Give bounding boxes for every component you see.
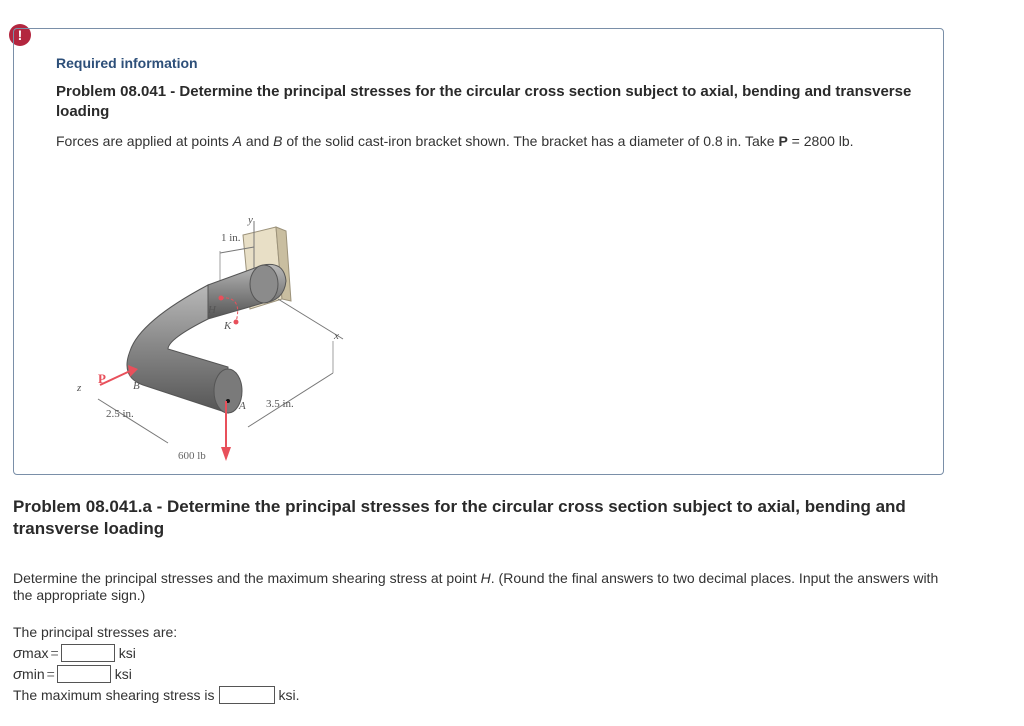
desc-text: Forces are applied at points bbox=[56, 133, 233, 149]
equals-sign: = bbox=[46, 666, 55, 682]
sigma-max-row bbox=[13, 644, 136, 662]
part-a-title: Problem 08.041.a - Determine the principal stresses for the circular cross section subject to axial, bending and transverse loading bbox=[13, 497, 906, 538]
load-label: 600 lb bbox=[178, 450, 206, 462]
point-a-label: A bbox=[239, 400, 246, 412]
z-axis-label: z bbox=[77, 382, 82, 394]
desc-text: and bbox=[242, 133, 274, 149]
instructions-text: Determine the principal stresses and the maximum shearing stress at point bbox=[13, 570, 481, 586]
point-b-label: B bbox=[273, 133, 283, 149]
problem-title: Problem 08.041 - Determine the principal stresses for the circular cross section subject to axial, bending and transverse loading bbox=[56, 83, 912, 120]
desc-text: = 2800 lb. bbox=[787, 133, 854, 149]
instructions-text: . (Round the final answers to two decimal places. Input the answers with the appropriate sign.) bbox=[13, 570, 939, 603]
sigma-min-input[interactable] bbox=[57, 665, 111, 683]
load-arrowhead bbox=[221, 447, 231, 461]
equals-sign: = bbox=[50, 645, 59, 661]
max-shear-label: The maximum shearing stress is bbox=[13, 687, 215, 703]
sigma-max-subscript: max bbox=[22, 645, 49, 661]
force-p-label: P bbox=[98, 371, 106, 386]
max-shear-row bbox=[13, 686, 300, 704]
sigma-min-row bbox=[13, 665, 132, 683]
part-a-instructions bbox=[13, 570, 943, 604]
sigma-min-subscript: min bbox=[22, 666, 45, 682]
point-a-label: A bbox=[232, 133, 242, 149]
principal-stresses-intro: The principal stresses are: bbox=[13, 624, 178, 640]
dim-1in-label: 1 in. bbox=[221, 232, 241, 244]
x-axis-label: x bbox=[334, 330, 339, 342]
dim-25in-label: 2.5 in. bbox=[106, 408, 134, 420]
sigma-max-input[interactable] bbox=[61, 644, 115, 662]
point-h-label: H bbox=[208, 304, 216, 316]
required-information-panel bbox=[13, 28, 944, 475]
bracket-figure bbox=[58, 181, 358, 471]
desc-text: of the solid cast-iron bracket shown. The bracket has a diameter of 0.8 in. Take bbox=[282, 133, 779, 149]
dim-35in-label: 3.5 in. bbox=[266, 398, 294, 410]
sigma-symbol: σ bbox=[13, 644, 23, 662]
point-b-label: B bbox=[133, 380, 140, 392]
required-info-title: Required information bbox=[56, 55, 198, 71]
max-shear-input[interactable] bbox=[219, 686, 275, 704]
sigma-min-unit: ksi bbox=[114, 666, 132, 682]
force-p-label: P bbox=[778, 133, 788, 149]
point-h-ref: H bbox=[480, 570, 491, 586]
point-k-label: K bbox=[224, 320, 232, 332]
dim-25in-line bbox=[98, 399, 168, 443]
problem-description bbox=[56, 133, 916, 150]
max-shear-unit: ksi. bbox=[278, 687, 300, 703]
sigma-max-unit: ksi bbox=[118, 645, 136, 661]
y-axis-label: y bbox=[248, 214, 253, 226]
sigma-symbol: σ bbox=[13, 665, 23, 683]
alert-icon: ! bbox=[9, 24, 31, 46]
